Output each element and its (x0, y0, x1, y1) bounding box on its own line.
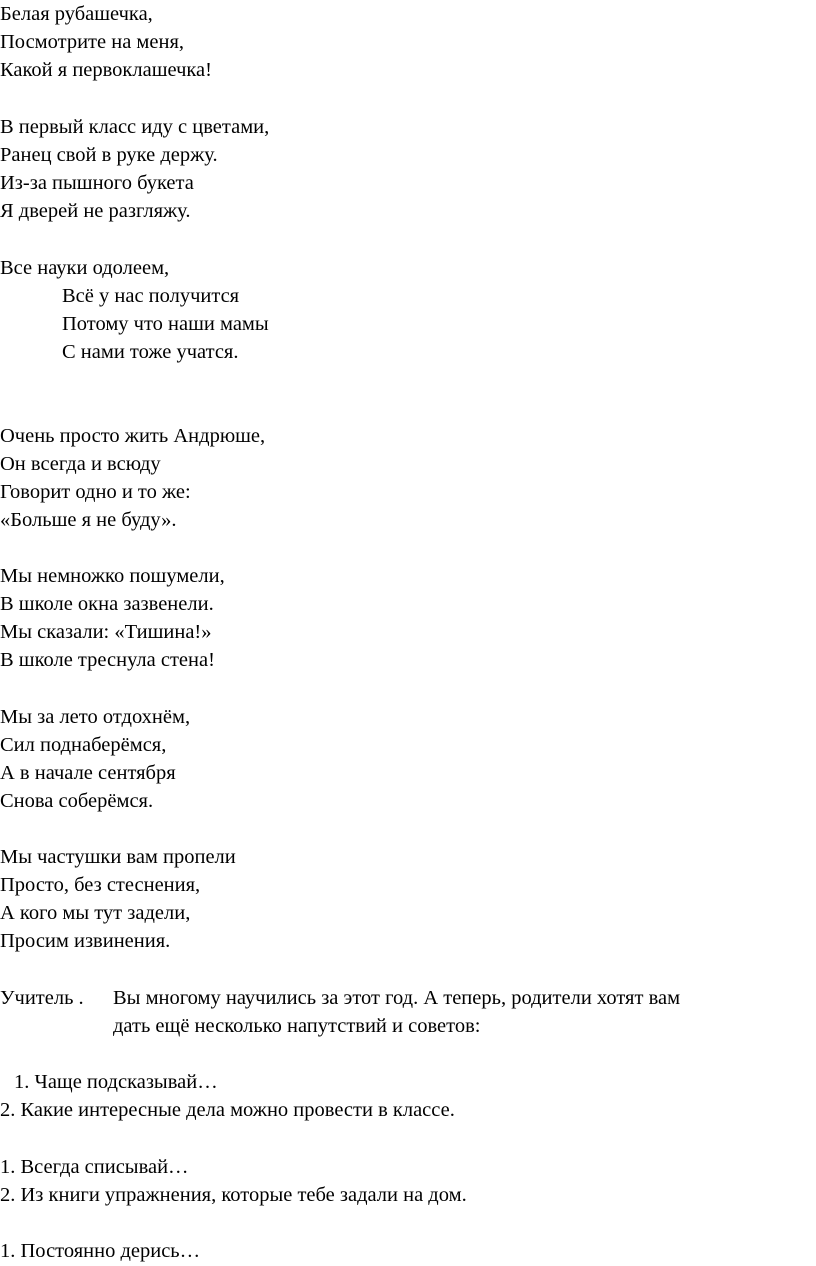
advice-item: 2. Из книги упражнения, которые тебе задали на дом. (0, 1184, 467, 1206)
poem-line: Белая рубашечка, (0, 3, 153, 25)
poem-line: Просто, без стеснения, (0, 874, 201, 896)
poem-line: «Больше я не буду». (0, 509, 177, 531)
poem-line: Мы немножко пошумели, (0, 565, 225, 587)
teacher-line: Вы многому научились за этот год. А теперь, родители хотят вам (113, 987, 681, 1009)
poem-line: Мы частушки вам пропели (0, 846, 236, 868)
poem-line: В первый класс иду с цветами, (0, 116, 270, 138)
poem-line: Ранец свой в руке держу. (0, 144, 218, 166)
poem-line-indented: С нами тоже учатся. (62, 341, 239, 363)
poem-line: А в начале сентября (0, 762, 176, 784)
teacher-line: дать ещё несколько напутствий и советов: (113, 1015, 481, 1037)
poem-line-indented: Потому что наши мамы (62, 313, 269, 335)
poem-line: Просим извинения. (0, 930, 171, 952)
teacher-label: Учитель . (0, 987, 84, 1009)
advice-item: 1. Всегда списывай… (0, 1156, 189, 1178)
poem-line: Сил поднаберёмся, (0, 734, 167, 756)
poem-line: Снова соберёмся. (0, 790, 154, 812)
advice-item: 1. Чаще подсказывай… (14, 1071, 218, 1093)
poem-line: Он всегда и всюду (0, 453, 161, 475)
poem-line-indented: Всё у нас получится (62, 285, 240, 307)
poem-line: Очень просто жить Андрюше, (0, 425, 266, 447)
poem-line: В школе окна зазвенели. (0, 593, 214, 615)
poem-line: Посмотрите на меня, (0, 31, 185, 53)
poem-line: Какой я первоклашечка! (0, 59, 212, 81)
poem-line: Мы сказали: «Тишина!» (0, 621, 212, 643)
poem-line: Из-за пышного букета (0, 172, 194, 194)
poem-line: Все науки одолеем, (0, 257, 170, 279)
poem-line: Говорит одно и то же: (0, 481, 191, 503)
poem-line: Я дверей не разгляжу. (0, 200, 191, 222)
advice-item: 1. Постоянно дерись… (0, 1240, 201, 1262)
poem-line: Мы за лето отдохнём, (0, 706, 191, 728)
advice-item: 2. Какие интересные дела можно провести в классе. (0, 1099, 455, 1121)
poem-line: В школе треснула стена! (0, 649, 215, 671)
poem-line: А кого мы тут задели, (0, 902, 191, 924)
